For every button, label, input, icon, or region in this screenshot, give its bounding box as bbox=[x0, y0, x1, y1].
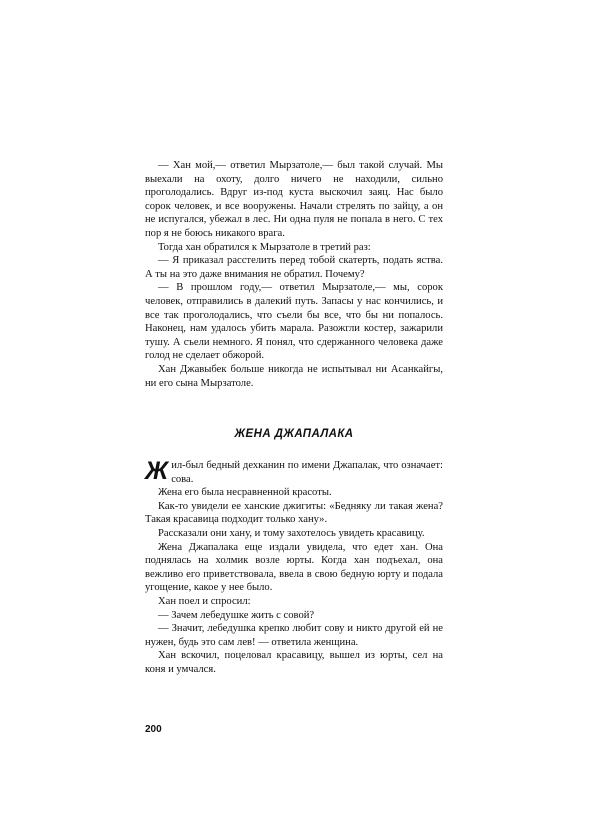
paragraph: — Я приказал расстелить перед тобой скатерть, подать яства. А ты на это даже внимания не обратил. Почему? bbox=[145, 255, 443, 280]
story-title: ЖЕНА ДЖАПАЛАКА bbox=[234, 428, 354, 440]
paragraph: — Хан мой,— ответил Мырзатоле,— был такой случай. Мы выехали на охоту, долго ничего не находили, сильно проголодались. Вдруг из-под куста выскочил заяц. Нас было сорок человек, и все вооружены. Начали стрелять по зайцу, а он не испугался, убежал в лес. Ни одна пуля не попала в него. С тех пор я не боюсь никакого врага. bbox=[145, 160, 443, 239]
paragraph: — Значит, лебедушка крепко любит сову и никто другой ей не нужен, будь это сам лев! — ответила женщина. bbox=[145, 623, 443, 648]
page-number: 200 bbox=[145, 724, 162, 735]
paragraph: Жена его была несравненной красоты. bbox=[158, 487, 332, 499]
paragraph: — В прошлом году,— ответил Мырзатоле,— мы, сорок человек, отправились в далекий путь. Запасы у нас кончились, и все так проголодались, что съели бы все, что бы ни попалось. Наконец, нам удалось убить марала. Разожгли костер, зажарили тушу. А съели немного. Я понял, что сдержанного человека даже голод не сделает обжорой. bbox=[145, 282, 443, 362]
paragraph: Хан вскочил, поцеловал красавицу, вышел из юрты, сел на коня и умчался. bbox=[145, 650, 443, 675]
story-ending-text bbox=[145, 159, 443, 390]
drop-cap: Ж bbox=[145, 457, 169, 485]
paragraph: Жена Джапалака еще издали увидела, что едет хан. Она поднялась на холмик возле юрты. Когда хан подъехал, она вежливо его приветствовала, ввела в свою бедную юрту и подала угощение, какое у нее было. bbox=[145, 541, 443, 594]
paragraph: Хан поел и спросил: bbox=[158, 595, 251, 607]
story-text bbox=[145, 459, 443, 677]
paragraph: Рассказали они хану, и тому захотелось увидеть красавицу. bbox=[158, 527, 425, 539]
first-paragraph-text: ил-был бедный дехканин по имени Джапалак, что означает: сова. bbox=[171, 460, 443, 485]
paragraph: Хан Джавыбек больше никогда не испытывал ни Асанкайгы, ни его сына Мырзатоле. bbox=[145, 363, 443, 389]
paragraph: — Зачем лебедушке жить с совой? bbox=[158, 609, 315, 621]
paragraph: Тогда хан обратился к Мырзатоле в третий раз: bbox=[158, 241, 371, 253]
paragraph: Как-то увидели ее ханские джигиты: «Бедняку ли такая жена? Такая красавица подходит только хану». bbox=[145, 500, 443, 526]
first-paragraph bbox=[145, 459, 443, 486]
